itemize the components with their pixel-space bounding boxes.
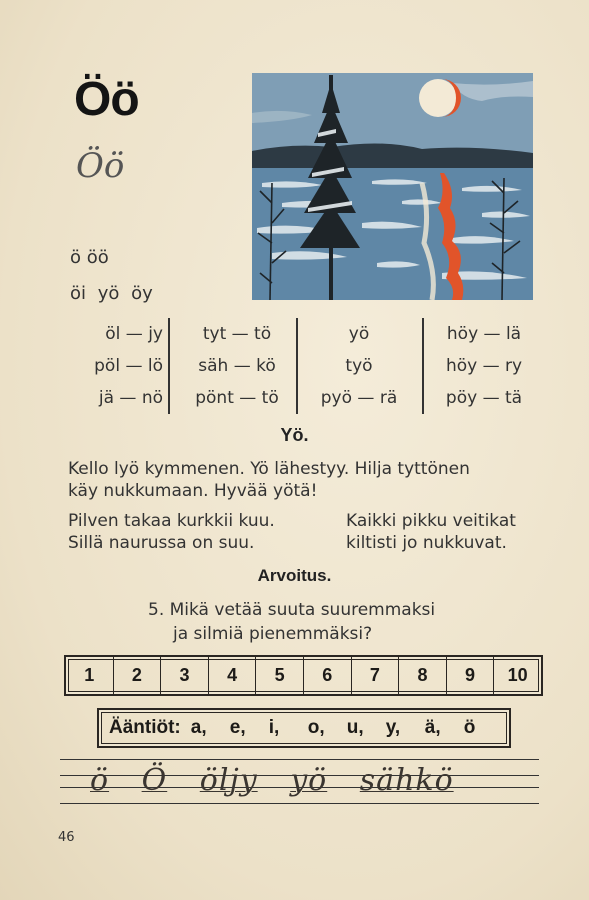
syllable: työ <box>345 356 373 376</box>
syllable: pöl — lö <box>94 356 163 376</box>
syllable: säh — kö <box>198 356 276 376</box>
handwritten-word: sähkö <box>359 763 454 798</box>
column-divider <box>168 318 170 414</box>
vowel: e, <box>229 717 246 738</box>
verse-right <box>346 510 516 554</box>
syllable-column-2 <box>184 318 290 414</box>
handwritten-word: öljy <box>199 763 258 798</box>
letter-line-2: öi yö öy <box>70 283 153 304</box>
column-divider <box>422 318 424 414</box>
verse-line: kiltisti jo nukkuvat. <box>346 533 507 553</box>
number-cell: 7 <box>351 657 399 694</box>
handwritten-word: Ö <box>141 763 168 798</box>
verse-line: Sillä naurussa on suu. <box>68 533 255 553</box>
number-cell: 9 <box>446 657 494 694</box>
number-cell: 5 <box>255 657 303 694</box>
column-divider <box>296 318 298 414</box>
riddle-title: Arvoitus. <box>257 566 332 585</box>
number-cell: 1 <box>84 665 95 685</box>
syllable: yö <box>348 324 370 344</box>
number-row <box>64 655 543 696</box>
handwritten-word: yö <box>290 763 328 798</box>
letter-line-1: ö öö <box>70 247 109 268</box>
vowel: ö <box>463 717 476 738</box>
syllable: höy — ry <box>445 356 523 376</box>
vowel-label: Ääntiöt: <box>109 717 181 738</box>
syllable: pöy — tä <box>445 388 523 408</box>
handwritten-word: ö <box>90 763 110 798</box>
poem-prose <box>68 458 542 502</box>
number-cell: 2 <box>113 657 161 694</box>
number-cell: 8 <box>398 657 446 694</box>
vowel: u, <box>346 717 364 738</box>
verse-line: Kaikki pikku veitikat <box>346 511 516 531</box>
syllable-table <box>60 318 538 414</box>
poem-title: Yö. <box>280 425 309 445</box>
number-cell: 10 <box>493 657 541 694</box>
vowel: y, <box>385 717 401 738</box>
vowel: a, <box>190 717 207 738</box>
vowel: ä, <box>424 717 441 738</box>
night-lake-illustration <box>252 73 533 300</box>
moon-icon <box>419 79 461 117</box>
syllable: pönt — tö <box>195 388 279 408</box>
riddle-line: ja silmiä pienemmäksi? <box>173 624 373 644</box>
syllable: tyt — tö <box>202 324 272 344</box>
ruled-line <box>60 759 539 760</box>
handwriting-practice <box>60 757 539 807</box>
prose-line: käy nukkumaan. Hyvää yötä! <box>68 481 318 501</box>
syllable-column-1 <box>68 318 163 414</box>
handwriting-words <box>90 763 476 798</box>
syllable: öl — jy <box>105 324 163 344</box>
syllable-column-3 <box>304 318 414 414</box>
riddle-line: 5. Mikä vetää suuta suuremmaksi <box>148 600 436 620</box>
prose-line: Kello lyö kymmenen. Yö lähestyy. Hilja tyttönen <box>68 459 470 479</box>
number-cell: 6 <box>303 657 351 694</box>
number-cell: 3 <box>160 657 208 694</box>
ruled-line <box>60 803 539 804</box>
syllable: jä — nö <box>98 388 163 408</box>
page-number: 46 <box>58 830 75 845</box>
syllable: pyö — rä <box>320 388 398 408</box>
vowel-box <box>97 708 511 748</box>
syllable: höy — lä <box>446 324 522 344</box>
vowel: o, <box>307 717 325 738</box>
vowel: i, <box>268 717 280 738</box>
verse-left <box>68 510 275 554</box>
print-letter-heading: Öö <box>74 73 139 126</box>
script-letter-heading: Öö <box>76 146 125 186</box>
number-cell: 4 <box>208 657 256 694</box>
syllable-column-4 <box>430 318 538 414</box>
riddle-text <box>148 598 435 646</box>
verse-line: Pilven takaa kurkkii kuu. <box>68 511 275 531</box>
